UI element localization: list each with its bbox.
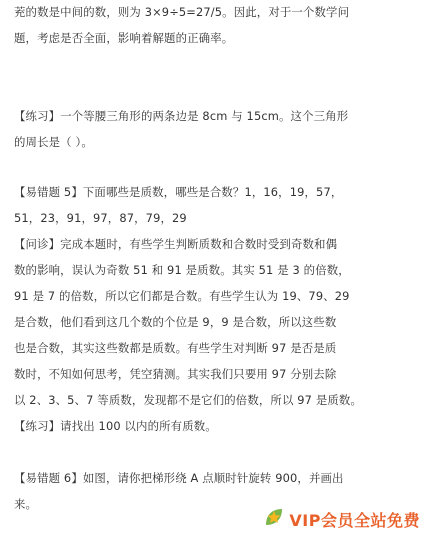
diagnosis-line: 【问诊】完成本题时，有些学生判断质数和合数时受到奇数和偶 <box>14 237 338 251</box>
text-line: 51，23，91，97，87，79，29 <box>14 211 187 225</box>
watermark-text: VIP会员全站免费 <box>289 510 420 530</box>
text-line: 91 是 7 的倍数，所以它们都是合数。有些学生认为 19、79、29 <box>14 289 350 303</box>
text-line: 茺的数是中间的数，则为 3×9÷5=27/5。因此，对于一个数学问 <box>14 5 350 19</box>
practice-line: 【练习】一个等腰三角形的两条边是 8cm 与 15cm。这个三角形 <box>14 109 349 123</box>
vip-watermark <box>262 506 420 532</box>
practice-line: 【练习】请找出 100 以内的所有质数。 <box>14 419 217 433</box>
text-line: 来。 <box>14 497 38 511</box>
text-line: 数的影响，误认为奇数 51 和 91 是质数。其实 51 是 3 的倍数， <box>14 263 350 277</box>
text-line: 题，考虑是否全面，影响着解题的正确率。 <box>14 31 234 45</box>
text-line: 以 2、3、5、7 等质数，发现都不是它们的倍数，所以 97 是质数。 <box>14 393 362 407</box>
text-line: 也是合数，其实这些数都是质数。有些学生对判断 97 是否是质 <box>14 341 337 355</box>
text-line: 是合数，他们看到这几个数的个位是 9，9 是合数，所以这些数 <box>14 315 337 329</box>
text-line: 的周长是（ ）。 <box>14 135 93 149</box>
question-heading: 【易错题 6】如图，请你把梯形绕 A 点顺时针旋转 900，并画出 <box>14 471 344 485</box>
text-line: 数时，不知如何思考，凭空猜测。其实我们只要用 97 分别去除 <box>14 367 337 381</box>
question-heading: 【易错题 5】下面哪些是质数，哪些是合数？1，16，19，57， <box>14 185 343 199</box>
leaf-star-icon <box>262 505 286 533</box>
